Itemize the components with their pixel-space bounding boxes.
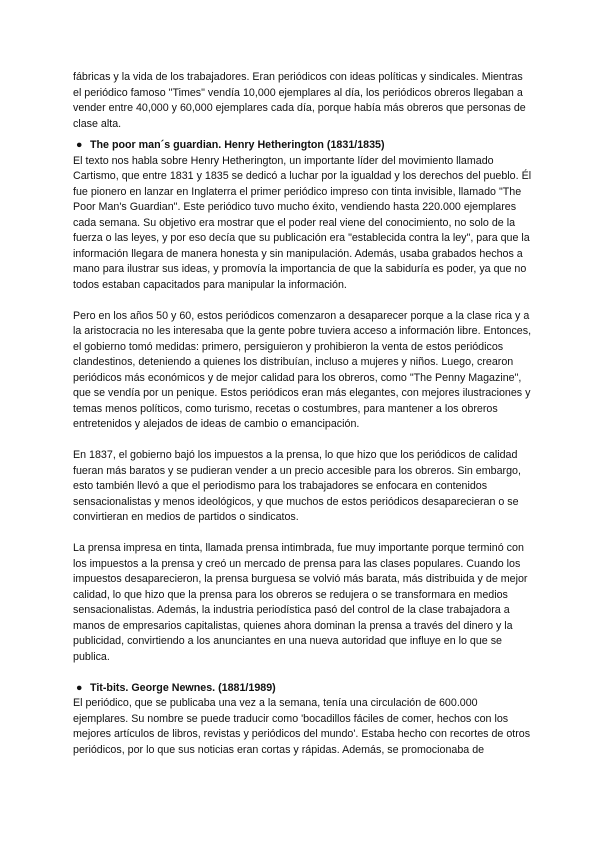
paragraph-1837: En 1837, el gobierno bajó los impuestos a la prensa, lo que hizo que los periódicos de calidad fueran más baratos y se pudieran vender a un precio accesible para los obreros. Sin embargo, esto también llevó a que el periodismo para los trabajadores se enfocara en contenidos sensacionalistas y menos ideológicos, y que muchos de estos periódicos desaparecieran o se convirtieran en medios de partidos o sindicatos. [73, 449, 521, 523]
bullet-icon: ● [76, 681, 83, 694]
paragraph-tit-bits: El periódico, que se publicaba una vez a la semana, tenía una circulación de 600.000 ejemplares. Su nombre se puede traducir como 'bocadillos fáciles de comer, hechos con los mejores artículos de libros, revistas y periódicos del mundo'. Estaba hecho con recortes de otros periódicos, por lo que sus noticias eran cortas y rápidas. Además, se promocionaba de [73, 697, 531, 756]
section-heading-poor-man-guardian [73, 138, 533, 154]
paragraph-hetherington: El texto nos habla sobre Henry Hetherington, un importante líder del movimiento llamado Cartismo, que entre 1831 y 1835 se dedicó a luchar por la igualdad y los derechos del pueblo. Él fue pionero en lanzar en Inglaterra el primer periódico impreso con tinta invisible, llamado "The Poor Man's Guardian". Este periódico tuvo mucho éxito, vendiendo hasta 220.000 ejemplares cada semana. Su objetivo era mostrar que el poder real viene del conocimiento, no solo de la fuerza o las leyes, y por eso decía que su publicación era "establecida contra la ley", para que la información llegara de manera honesta y sin manipulación. Además, usaba grabados hechos a mano para ilustrar sus ideas, y promovía la importancia de que la sabiduría es poder, ya que no todos estaban capacitados para manipular la información. [73, 154, 532, 291]
bullet-icon: ● [76, 139, 83, 151]
heading-text: The poor man´s guardian. Henry Hetherington (1831/1835) [90, 139, 385, 151]
heading-text: Tit-bits. George Newnes. (1881/1989) [90, 681, 276, 694]
paragraph-prensa-impresa: La prensa impresa en tinta, llamada prensa intimbrada, fue muy importante porque terminó con los impuestos a la prensa y creó un mercado de prensa para las clases populares. Cuando los impuestos desaparecieron, la prensa burguesa se volvió más barata, más distribuida y de mejor calidad, lo que hizo que la prensa para los obreros se redujera o se transformara en medios sensacionalistas. Además, la industria periodística pasó del control de la clase trabajadora a manos de empresarios capitalistas, quienes ahora dominan la prensa a través del dinero y la publicidad, convirtiendo a los anunciantes en una nueva autoridad que influye en lo que se publica. [73, 542, 528, 663]
document-body [73, 70, 533, 758]
section-heading-tit-bits [73, 681, 533, 697]
paragraph-anos-50-60: Pero en los años 50 y 60, estos periódicos comenzaron a desaparecer porque a la clase rica y a la aristocracia no les interesaba que la gente pobre tuviera acceso a información libre. Entonces, el gobierno tomó medidas: primero, persiguieron y prohibieron la venta de estos periódicos clandestinos, deteniendo a quienes los distribuían, incluso a mujeres y niños. Luego, crearon periódicos más económicos y de mejor calidad para los obreros, como "The Penny Magazine", que se vendía por un penique. Estos periódicos eran más elegantes, con mejores ilustraciones y temas menos políticos, como turismo, recetas o costumbres, para mantener a los obreros entretenidos y alejados de ideas de cambio o emancipación. [73, 309, 532, 430]
paragraph-intro: fábricas y la vida de los trabajadores. Eran periódicos con ideas políticas y sindicales. Mientras el periódico famoso "Times" vendía 10,000 ejemplares al día, los periódicos obreros llegaban a vender entre 40,000 y 60,000 ejemplares cada día, porque había más obreros que personas de clase alta. [73, 71, 526, 130]
